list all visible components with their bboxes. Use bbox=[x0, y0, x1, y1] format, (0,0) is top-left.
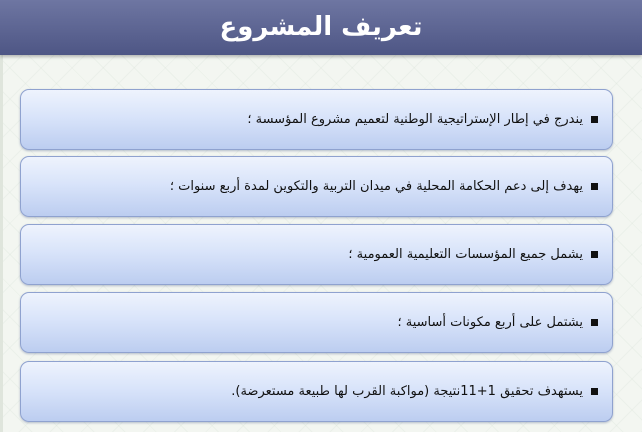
square-bullet-icon bbox=[591, 116, 598, 123]
content-row bbox=[247, 90, 598, 149]
slide-title: تعريف المشروع bbox=[219, 12, 423, 42]
title-bar bbox=[0, 0, 642, 55]
content-box-4 bbox=[20, 292, 613, 353]
content-text: يستهدف تحقيق 1+11نتيجة (مواكبة القرب لها طبيعة مستعرضة). bbox=[231, 384, 583, 399]
content-text: يهدف إلى دعم الحكامة المحلية في ميدان التربية والتكوين لمدة أربع سنوات ؛ bbox=[169, 179, 583, 194]
slide-edge bbox=[0, 55, 3, 432]
content-text: يشمل جميع المؤسسات التعليمية العمومية ؛ bbox=[348, 247, 583, 262]
content-box-1 bbox=[20, 89, 613, 150]
content-text: يشتمل على أربع مكونات أساسية ؛ bbox=[397, 315, 583, 330]
content-box-5 bbox=[20, 361, 613, 422]
content-row bbox=[170, 157, 598, 216]
content-box-3 bbox=[20, 224, 613, 285]
content-box-2 bbox=[20, 156, 613, 217]
content-row bbox=[397, 293, 598, 352]
content-text: يندرج في إطار الإستراتيجية الوطنية لتعميم مشروع المؤسسة ؛ bbox=[247, 112, 583, 127]
content-row bbox=[348, 225, 598, 284]
square-bullet-icon bbox=[591, 251, 598, 258]
content-row bbox=[231, 362, 598, 421]
square-bullet-icon bbox=[591, 183, 598, 190]
square-bullet-icon bbox=[591, 388, 598, 395]
square-bullet-icon bbox=[591, 319, 598, 326]
